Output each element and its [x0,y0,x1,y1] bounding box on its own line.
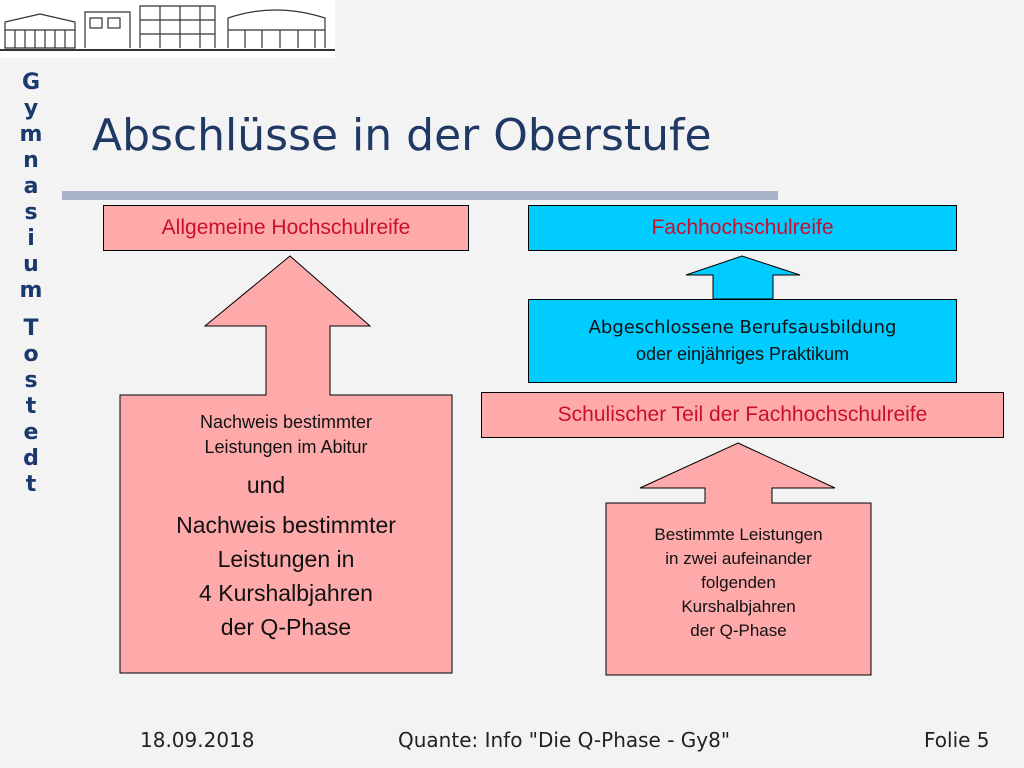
sidebar-letter: s [24,368,38,393]
sidebar-letter: m [19,122,43,147]
footer-date: 18.09.2018 [140,728,255,752]
allgemeine-hochschulreife-box [103,205,469,251]
berufsausbildung-line-1: Abgeschlossene Berufsausbildung [588,317,897,338]
page-title: Abschlüsse in der Oberstufe [92,110,712,161]
right-line-2: in zwei aufeinander [665,549,812,568]
schulischer-teil-box [481,392,1004,438]
sidebar-letter: T [23,316,39,341]
sidebar-letter: s [24,200,38,225]
footer-slide-number: Folie 5 [924,728,990,752]
left-box-text [120,410,452,644]
left-line-1: Nachweis bestimmter [199,412,373,432]
sidebar-letter: a [23,174,39,199]
left-line-6: der Q-Phase [220,614,352,640]
sidebar-letter: n [23,148,39,173]
und-label: und [246,472,286,498]
schulischer-teil-label: Schulischer Teil der Fachhochschulreife [557,403,928,426]
footer-info: Quante: Info "Die Q-Phase - Gy8" [398,728,731,752]
left-line-3: Nachweis bestimmter [176,512,396,538]
sidebar-letter: o [23,342,39,367]
sidebar-letter: y [23,96,39,121]
sidebar-letter: m [19,278,43,303]
left-line-4: Leistungen in [217,546,355,572]
left-line-5: 4 Kurshalbjahren [199,580,373,606]
sidebar-letter: t [25,472,37,497]
right-line-4: Kurshalbjahren [681,597,796,616]
sidebar-letter: u [23,252,39,277]
right-box-text [606,523,871,643]
berufsausbildung-line-2: oder einjähriges Praktikum [635,344,850,364]
cyan-up-arrow [686,256,800,299]
sidebar-letter: e [23,420,39,445]
right-line-1: Bestimmte Leistungen [654,525,823,544]
right-line-5: der Q-Phase [690,621,787,640]
left-line-2: Leistungen im Abitur [204,437,368,457]
allgemeine-hochschulreife-label: Allgemeine Hochschulreife [161,216,411,239]
fachhochschulreife-box [528,205,957,251]
sidebar-letter: i [27,226,35,251]
right-line-3: folgenden [701,573,776,592]
fachhochschulreife-label: Fachhochschulreife [651,216,834,239]
sidebar-letter: t [25,394,37,419]
berufsausbildung-box [528,299,957,383]
sidebar-letter: d [23,446,39,471]
sidebar-letter: G [21,70,41,95]
